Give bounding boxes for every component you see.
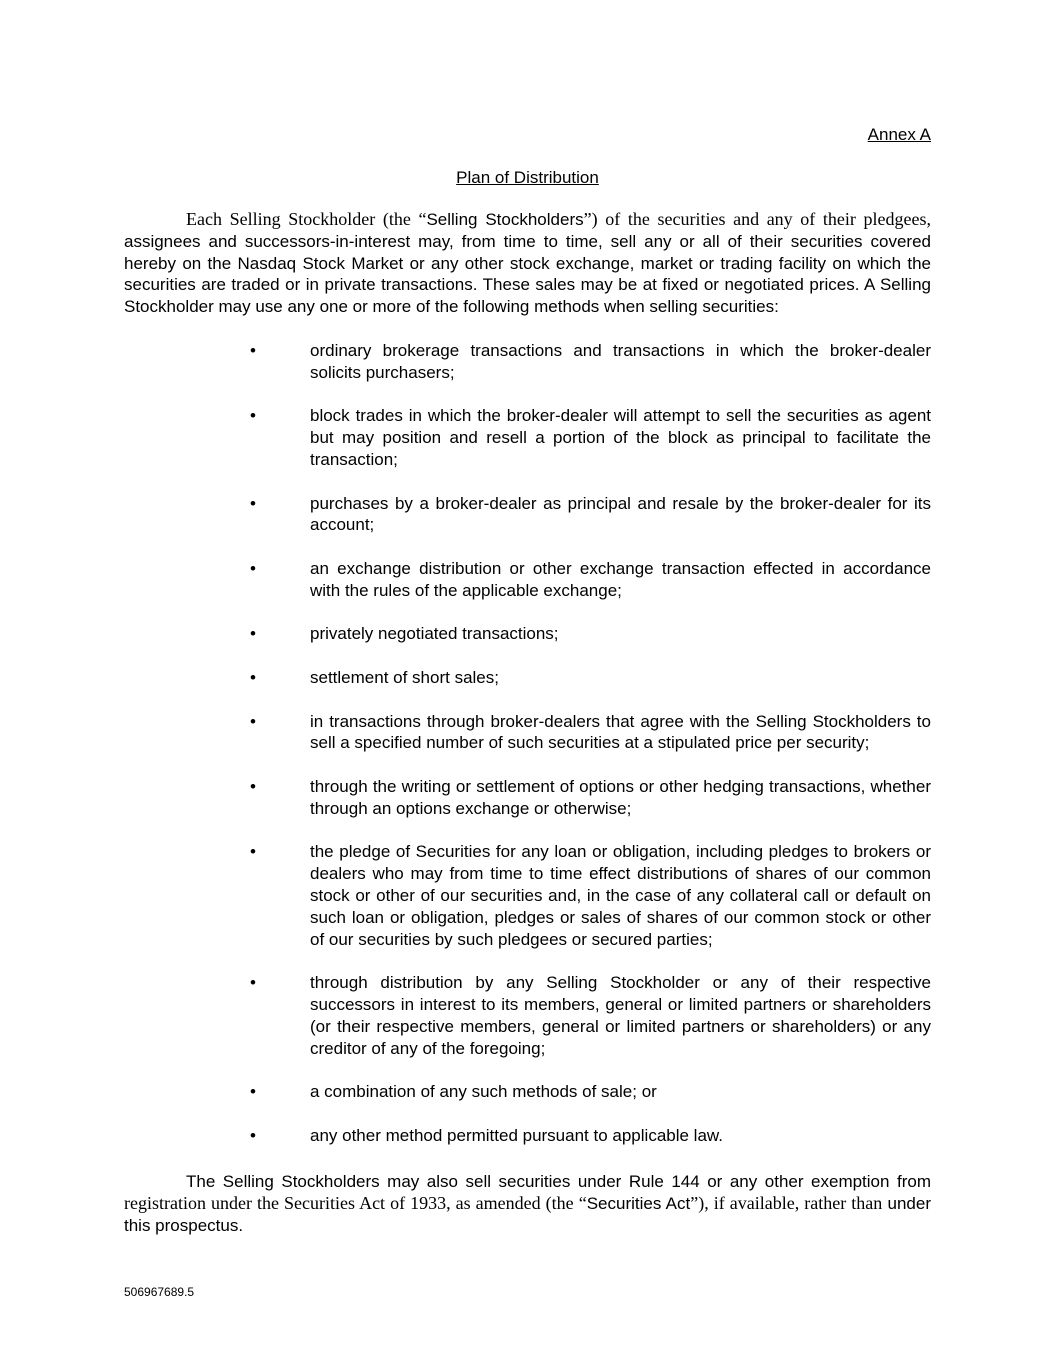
intro-paragraph [124,209,931,318]
document-id: 506967689.5 [124,1285,195,1299]
list-item-text: settlement of short sales; [310,667,499,687]
list-item [250,558,931,602]
list-item [250,1125,931,1147]
closing-serif-mid: registration under the Securities Act of 1933, as amended (the “ [124,1192,587,1213]
list-item [250,405,931,470]
page-title: Plan of Distribution [456,168,599,187]
list-item-text: through distribution by any Selling Stockholder or any of their respective successors in interest to its members, general or limited partners or shareholders (or their respective members, general or limited partners or shareholders) or any creditor of any of the foregoing; [310,973,931,1058]
bullet-icon: • [250,558,256,578]
intro-defined-term: Selling Stockholders [426,210,584,229]
list-item-text: block trades in which the broker-dealer will attempt to sell the securities as agent but may position and resell a portion of the block as principal to facilitate the transaction; [310,406,931,469]
list-item-text: the pledge of Securities for any loan or obligation, including pledges to brokers or dealers who may from time to time effect distributions of shares of our common stock or other of our securities and, in the case of any collateral call or default on such loan or obligation, pledges or sales of shares of our common stock or other of our securities by such pledgees or secured parties; [310,842,931,949]
bullet-icon: • [250,493,256,513]
bullet-icon: • [250,341,256,360]
list-item-text: a combination of any such methods of sale; or [310,1082,657,1102]
bullet-icon: • [250,667,256,687]
closing-rest: under this prospectus. [124,1193,932,1235]
list-item-text: purchases by a broker-dealer as principal and resale by the broker-dealer for its account; [310,493,931,535]
list-item-text: in transactions through broker-dealers that agree with the Selling Stockholders to sell a specified number of such securities at a stipulated price per security; [310,711,931,753]
intro-serif-lead: Each Selling Stockholder (the “ [186,209,427,229]
list-item [250,711,931,755]
list-item-text: any other method permitted pursuant to applicable law. [310,1125,723,1145]
list-item-text: an exchange distribution or other exchange transaction effected in accordance with the rules of the applicable exchange; [310,558,931,600]
bullet-icon: • [250,1125,256,1145]
list-item [250,776,931,820]
closing-serif-tail: ”), if available, rather than [690,1192,883,1213]
list-item [250,493,931,537]
list-item-text: through the writing or settlement of options or other hedging transactions, whether through an options exchange or otherwise; [310,776,931,818]
bullet-icon: • [250,711,256,731]
intro-rest: assignees and successors-in-interest may, from time to time, sell any or all of their securities covered hereby on the Nasdaq Stock Market or any other stock exchange, market or trading facility on which the securities are traded or in private transactions. These sales may be at fixed or negotiated prices. A Selling Stockholder may use any one or more of the following methods when selling securities: [124,231,931,317]
bullet-icon: • [250,973,256,993]
list-item-text: ordinary brokerage transactions and transactions in which the broker-dealer solicits purchasers; [310,341,931,382]
list-item [250,972,931,1059]
bullet-icon: • [250,624,256,644]
annex-label: Annex A [867,125,931,144]
list-item [250,623,931,645]
list-item [250,667,931,689]
closing-lead: The Selling Stockholders may also sell securities under Rule 144 or any other exemption from [186,1172,931,1191]
list-item [250,340,931,384]
bullet-icon: • [250,1082,256,1102]
distribution-methods-list [0,340,1055,1168]
bullet-icon: • [250,406,256,426]
closing-defined-term: Securities Act [586,1193,691,1213]
intro-serif-mid: ”) of the securities and any of their pledgees, [583,209,932,229]
bullet-icon: • [250,776,256,796]
list-item [250,1081,931,1103]
list-item [250,841,931,950]
list-item-text: privately negotiated transactions; [310,624,559,644]
closing-paragraph [124,1171,931,1236]
bullet-icon: • [250,842,256,862]
